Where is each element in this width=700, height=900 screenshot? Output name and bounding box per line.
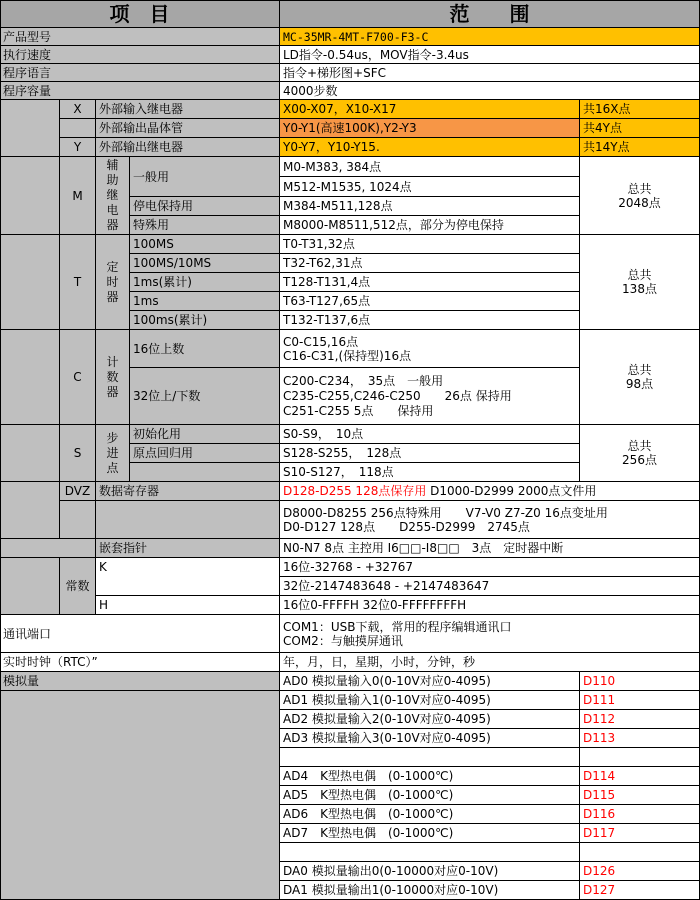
analog-reg-1: D111 [580, 691, 700, 710]
io-x-total: 共16X点 [580, 100, 700, 119]
c-32bit-line2: C235-C255,C246-C250 26点 保持用 [283, 388, 512, 403]
c-item-16bit-name: 16位上数 [130, 330, 280, 368]
m-total [580, 157, 700, 235]
s-code: S [60, 425, 96, 482]
nest-left-blank [0, 539, 96, 558]
m-left-blank [0, 157, 60, 235]
d-code: DVZ [60, 482, 96, 501]
s-item-name-2 [130, 463, 280, 482]
io-x-code: X [60, 100, 96, 119]
m-item-general-range2: M512-M1535, 1024点 [280, 177, 580, 197]
const-k2: 32位-2147483648 - +2147483647 [280, 577, 700, 596]
s-item-range-0: S0-S9， 10点 [280, 425, 580, 444]
c-group-char: 计 [106, 354, 119, 369]
analog-text-4 [280, 748, 580, 767]
t-total-label: 总共 [627, 268, 652, 282]
c-total-label: 总共 [627, 363, 652, 377]
d-range-more [280, 501, 700, 539]
s-total [580, 425, 700, 482]
t-group-char: 时 [106, 274, 119, 289]
t-group-label [96, 235, 130, 330]
s-item-name-0: 初始化用 [130, 425, 280, 444]
header-item: 项 目 [0, 0, 280, 28]
m-group-label [96, 157, 130, 235]
t-group-char: 器 [106, 289, 119, 304]
analog-reg-4 [580, 748, 700, 767]
d-name: 数据寄存器 [96, 482, 280, 501]
capacity-value: 4000步数 [280, 82, 700, 100]
c-total [580, 330, 700, 425]
c-16bit-line1: C0-C15,16点 [283, 334, 359, 349]
t-item-name-3: 1ms [130, 292, 280, 311]
analog-reg-2: D112 [580, 710, 700, 729]
s-item-range-1: S128-S255， 128点 [280, 444, 580, 463]
c-item-16bit-range [280, 330, 580, 368]
io-y-code: Y [60, 138, 96, 157]
const-h: 16位0-FFFFH 32位0-FFFFFFFFH [280, 596, 700, 615]
c-16bit-line2: C16-C31,(保持型)16点 [283, 348, 412, 363]
s-group-char: 步 [106, 430, 119, 445]
analog-text-0: AD0 模拟量输入0(0-10V对应0-4095) [280, 672, 580, 691]
s-total-label: 总共 [627, 439, 652, 453]
m-group-char: 继 [106, 188, 119, 202]
speed-value: LD指令-0.54us，MOV指令-3.4us [280, 46, 700, 64]
m-group-char: 器 [106, 218, 119, 232]
t-item-range-3: T63-T127,65点 [280, 292, 580, 311]
model-label: 产品型号 [0, 28, 280, 46]
t-total-count: 138点 [622, 282, 657, 296]
const-left-blank [0, 558, 60, 615]
analog-text-1: AD1 模拟量输入1(0-10V对应0-4095) [280, 691, 580, 710]
m-total-label: 总共 [627, 181, 652, 196]
d-range-line2: D8000-D8255 256点特殊用 V7-V0 Z7-Z0 16点变址用 [283, 505, 608, 520]
speed-label: 执行速度 [0, 46, 280, 64]
m-item-latch-range: M384-M511,128点 [280, 197, 580, 216]
io-tr-total: 共4Y点 [580, 119, 700, 138]
analog-text-6: AD5 K型热电偶 (0-1000℃) [280, 786, 580, 805]
m-group-char: 助 [106, 173, 119, 187]
c-group-char: 器 [106, 384, 119, 399]
nest-name: 嵌套指针 [96, 539, 280, 558]
t-total [580, 235, 700, 330]
comm-line1: COM1：USB下载，常用的程序编辑通讯口 [283, 619, 512, 634]
t-code: T [60, 235, 96, 330]
comm-label: 通讯端口 [0, 615, 280, 653]
io-tr-range: Y0-Y1(高速100K),Y2-Y3 [280, 119, 580, 138]
s-left-blank [0, 425, 60, 482]
analog-text-2: AD2 模拟量输入2(0-10V对应0-4095) [280, 710, 580, 729]
const-h-code: H [96, 596, 280, 615]
d-range-file: D1000-D2999 2000点文件用 [426, 484, 597, 498]
m-item-general-name: 一般用 [130, 157, 280, 197]
analog-text-8: AD7 K型热电偶 (0-1000℃) [280, 824, 580, 843]
header-range: 范 围 [280, 0, 700, 28]
m-item-special-range: M8000-M8511,512点，部分为停电保持 [280, 216, 580, 235]
analog-reg-3: D113 [580, 729, 700, 748]
analog-reg-9 [580, 843, 700, 862]
rtc-value: 年，月，日，星期，小时，分钟，秒 [280, 653, 700, 672]
nest-range: N0-N7 8点 主控用 I6□□-I8□□ 3点 定时器中断 [280, 539, 700, 558]
c-total-count: 98点 [625, 377, 654, 391]
s-group-char: 进 [106, 445, 119, 460]
io-x-range: X00-X07，X10-X17 [280, 100, 580, 119]
m-item-latch-name: 停电保持用 [130, 197, 280, 216]
t-item-range-2: T128-T131,4点 [280, 273, 580, 292]
t-item-range-0: T0-T31,32点 [280, 235, 580, 254]
c-group-char: 数 [106, 369, 119, 384]
c-group-label [96, 330, 130, 425]
analog-reg-11: D127 [580, 881, 700, 900]
const-k-code: K [96, 558, 280, 596]
comm-line2: COM2：与触摸屏通讯 [283, 633, 403, 648]
c-item-32bit-range [280, 368, 580, 425]
m-item-general-range1: M0-M383, 384点 [280, 157, 580, 177]
const-label: 常数 [60, 558, 96, 615]
d-range-line3: D0-D127 128点 D255-D2999 2745点 [283, 519, 530, 534]
d-name-blank [96, 501, 280, 539]
t-item-range-1: T32-T62,31点 [280, 254, 580, 273]
analog-text-3: AD3 模拟量输入3(0-10V对应0-4095) [280, 729, 580, 748]
analog-reg-6: D115 [580, 786, 700, 805]
analog-left-blank [0, 691, 280, 900]
capacity-label: 程序容量 [0, 82, 280, 100]
t-item-name-4: 100ms(累计) [130, 311, 280, 330]
m-code: M [60, 157, 96, 235]
c-left-blank [0, 330, 60, 425]
d-left-blank [0, 482, 60, 539]
s-group-char: 点 [106, 460, 119, 475]
io-x-name: 外部输入继电器 [96, 100, 280, 119]
io-left-blank [0, 100, 60, 157]
c-item-32bit-name: 32位上/下数 [130, 368, 280, 425]
s-total-count: 256点 [622, 453, 657, 467]
s-item-range-2: S10-S127， 118点 [280, 463, 580, 482]
io-tr-code [60, 119, 96, 138]
d-range-saved: D128-D255 128点保存用 [283, 484, 427, 498]
model-value: MC-35MR-4MT-F700-F3-C [280, 28, 700, 46]
analog-reg-10: D126 [580, 862, 700, 881]
m-item-special-name: 特殊用 [130, 216, 280, 235]
t-item-name-1: 100MS/10MS [130, 254, 280, 273]
comm-value [280, 615, 700, 653]
analog-text-9 [280, 843, 580, 862]
analog-text-5: AD4 K型热电偶 (0-1000℃) [280, 767, 580, 786]
const-k1: 16位-32768 - +32767 [280, 558, 700, 577]
m-group-char: 电 [106, 203, 119, 217]
io-y-range: Y0-Y7，Y10-Y15. [280, 138, 580, 157]
analog-label: 模拟量 [0, 672, 280, 691]
analog-reg-5: D114 [580, 767, 700, 786]
s-item-name-1: 原点回归用 [130, 444, 280, 463]
t-item-name-2: 1ms(累计) [130, 273, 280, 292]
language-value: 指令+梯形图+SFC [280, 64, 700, 82]
c-32bit-line1: C200-C234， 35点 一般用 [283, 373, 444, 388]
c-code: C [60, 330, 96, 425]
analog-text-10: DA0 模拟量输出0(0-10000对应0-10V) [280, 862, 580, 881]
t-left-blank [0, 235, 60, 330]
s-group-label [96, 425, 130, 482]
analog-reg-7: D116 [580, 805, 700, 824]
language-label: 程序语言 [0, 64, 280, 82]
c-32bit-line3: C251-C255 5点 保持用 [283, 403, 434, 418]
t-group-char: 定 [106, 259, 119, 274]
analog-text-7: AD6 K型热电偶 (0-1000℃) [280, 805, 580, 824]
analog-reg-0: D110 [580, 672, 700, 691]
io-y-name: 外部输出继电器 [96, 138, 280, 157]
t-item-range-4: T132-T137,6点 [280, 311, 580, 330]
d-range-line1 [280, 482, 700, 501]
analog-reg-8: D117 [580, 824, 700, 843]
m-group-char: 辅 [106, 158, 119, 172]
d-code-blank [60, 501, 96, 539]
io-tr-name: 外部输出晶体管 [96, 119, 280, 138]
analog-text-11: DA1 模拟量输出1(0-10000对应0-10V) [280, 881, 580, 900]
io-y-total: 共14Y点 [580, 138, 700, 157]
t-item-name-0: 100MS [130, 235, 280, 254]
rtc-label: 实时时钟（RTC）” [0, 653, 280, 672]
m-total-count: 2048点 [618, 195, 661, 210]
